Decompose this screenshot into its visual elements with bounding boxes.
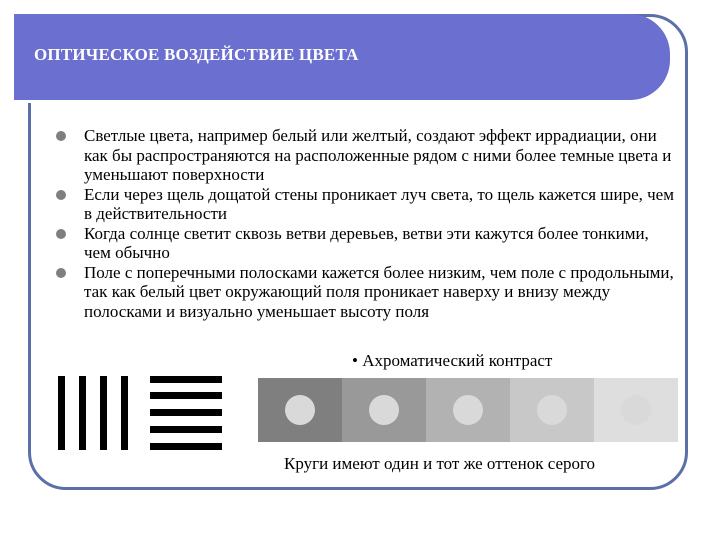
- bullet-item: [56, 224, 676, 263]
- bullet-item: [56, 126, 676, 185]
- gray-circle: [285, 395, 315, 425]
- gray-square: [510, 378, 594, 442]
- bullet-list: [56, 126, 676, 321]
- gray-circle: [621, 395, 651, 425]
- bullet-text: Когда солнце светит сквозь ветви деревьев, ветви эти кажутся более тонкими, чем обычно: [84, 223, 649, 262]
- title-divider: [14, 100, 636, 103]
- horizontal-stripe: [150, 409, 222, 416]
- gray-square: [258, 378, 342, 442]
- vertical-stripe: [58, 376, 65, 450]
- gray-square: [426, 378, 510, 442]
- slide-title: ОПТИЧЕСКОЕ ВОЗДЕЙСТВИЕ ЦВЕТА: [34, 45, 359, 64]
- horizontal-stripe: [150, 392, 222, 399]
- vertical-stripes-figure: [58, 376, 128, 450]
- horizontal-stripe: [150, 426, 222, 433]
- bullet-dot-icon: [56, 190, 66, 200]
- horizontal-stripe: [150, 443, 222, 450]
- vertical-stripe: [100, 376, 107, 450]
- bullet-item: [56, 185, 676, 224]
- gray-circle: [537, 395, 567, 425]
- bullet-text: Если через щель дощатой стены проникает луч света, то щель кажется шире, чем в действительности: [84, 184, 674, 223]
- gray-circle: [369, 395, 399, 425]
- bullet-dot-icon: [56, 229, 66, 239]
- bullet-item: [56, 263, 676, 322]
- bullet-dot-icon: [56, 268, 66, 278]
- bullet-dot-icon: [56, 131, 66, 141]
- bullet-text: Поле с поперечными полосками кажется более низким, чем поле с продольными, так как белый цвет окружающий поля проникает наверху и внизу между полосками и визуально уменьшает высоту поля: [84, 262, 674, 321]
- gray-square: [594, 378, 678, 442]
- gray-circles-caption: Круги имеют один и тот же оттенок серого: [284, 454, 596, 473]
- gray-square: [342, 378, 426, 442]
- gray-contrast-strip: [258, 378, 678, 442]
- vertical-stripe: [79, 376, 86, 450]
- horizontal-stripes-figure: [150, 376, 222, 450]
- horizontal-stripe: [150, 376, 222, 383]
- gray-circle: [453, 395, 483, 425]
- achromatic-contrast-label: • Ахроматический контраст: [352, 351, 553, 370]
- bullet-text: Светлые цвета, например белый или желтый, создают эффект иррадиации, они как бы распространяются на расположенные рядом с ними более темные цвета и уменьшают поверхности: [84, 126, 672, 184]
- vertical-stripe: [121, 376, 128, 450]
